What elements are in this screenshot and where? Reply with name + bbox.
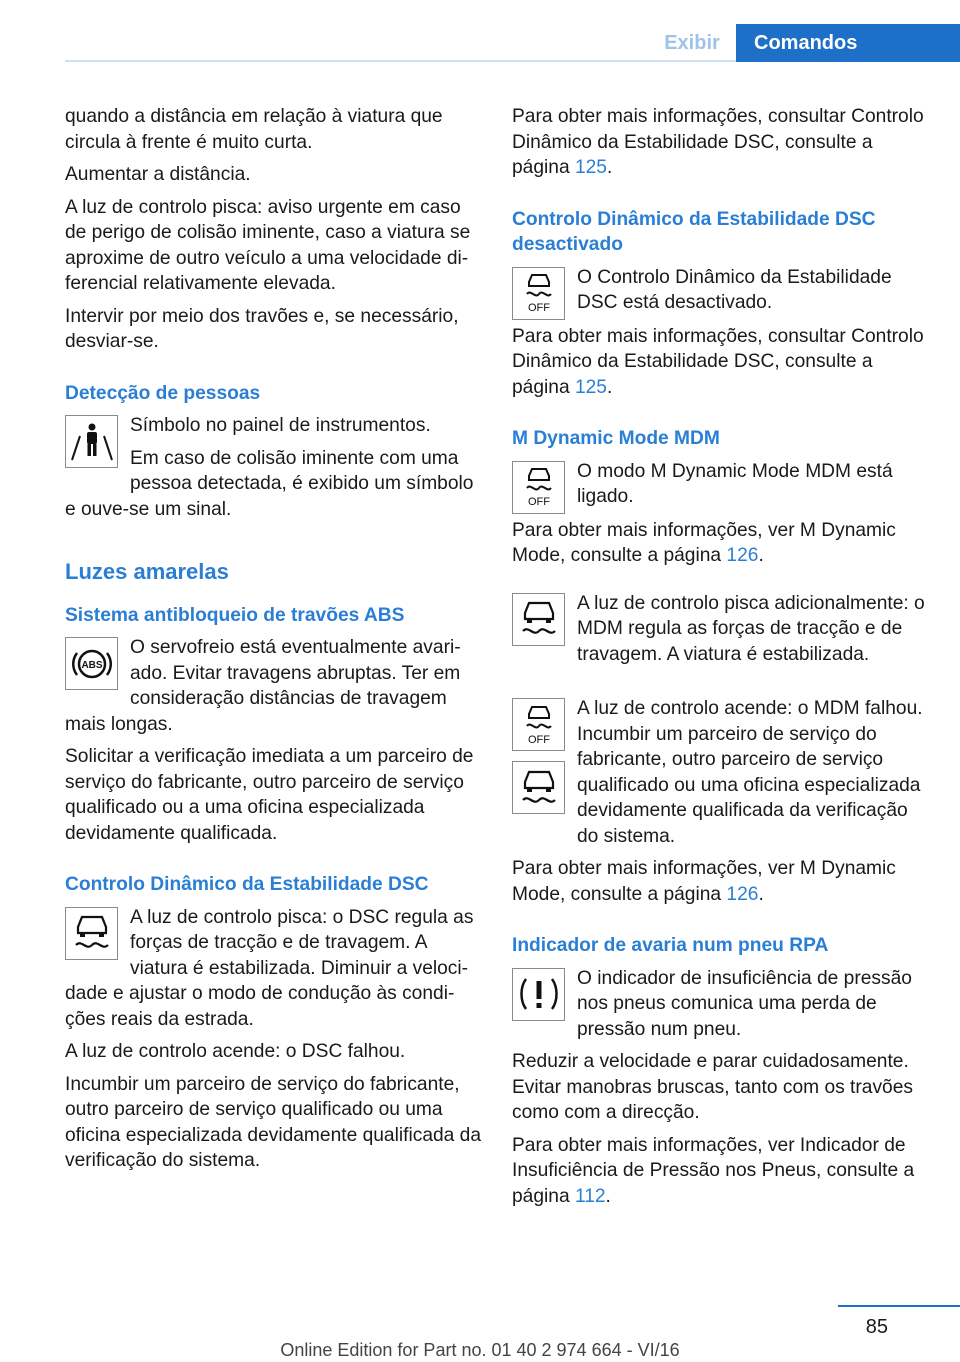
- paragraph: Incumbir um parceiro de serviço do fabricante, outro parceiro de serviço qualificado ou uma oficina especializada devidamente qualificada da verificação do sistema.: [65, 1073, 482, 1171]
- paragraph: Solicitar a verificação imediata a um parceiro de serviço do fabricante, outro parceiro de serviço qualificado ou a uma oficina especializada devidamente qualificada.: [65, 746, 474, 844]
- page-link[interactable]: 125: [574, 157, 607, 178]
- tire-pressure-warning-icon: [512, 968, 565, 1021]
- paragraph: A luz de controlo pisca: o DSC regula as forças de tracção e de travagem. A viatura é estabilizada. Diminuir a velocidade e ajustar o modo de condução às condições reais da estrada.: [65, 906, 474, 1030]
- icon-stack: [512, 698, 565, 824]
- mdm-fail-block: [512, 696, 930, 856]
- heading-dsc: Controlo Dinâmico da Estabilidade DSC: [65, 874, 429, 895]
- paragraph: O Controlo Dinâmico da Estabilidade DSC está desactivado.: [577, 266, 892, 313]
- paragraph: A luz de controlo acende: o MDM falhou. Incumbir um parceiro de serviço do fabricante, outro parceiro de serviço qualificado ou uma oficina especializada devidamente qualificada da verificação do sistema.: [577, 698, 923, 847]
- paragraph: O indicador de insuficiência de pressão nos pneus comunica uma perda de pressão num pneu.: [577, 967, 912, 1040]
- text: .: [605, 1185, 611, 1207]
- tab-comandos[interactable]: Comandos: [736, 24, 960, 62]
- page-number: 85: [865, 1316, 888, 1338]
- pedestrian-warning-icon: [65, 415, 118, 468]
- page-link[interactable]: 126: [726, 545, 759, 566]
- mdm-off-icon: [512, 698, 565, 751]
- paragraph: [512, 104, 930, 181]
- right-column: [512, 104, 930, 1216]
- text: .: [606, 376, 613, 398]
- pessoas-block: [65, 413, 483, 529]
- text: .: [758, 545, 764, 566]
- edition-footer: Online Edition for Part no. 01 40 2 974 664 - VI/16: [280, 1340, 680, 1360]
- heading-dsc-off: Controlo Dinâmico da Estabilidade DSC desactivado: [512, 208, 876, 255]
- footer-rule: [838, 1305, 960, 1307]
- rpa-block: [512, 966, 930, 1050]
- dsc-off-icon: [512, 267, 565, 320]
- mdm-flash-block: [512, 591, 930, 675]
- paragraph: [512, 324, 930, 401]
- text: Para obter mais informações, ver M Dynamic Mode, consulte a página: [512, 519, 896, 566]
- dsc-block: [65, 905, 483, 1040]
- abs-icon: [65, 637, 118, 690]
- off-label: OFF: [527, 733, 550, 746]
- off-label: OFF: [527, 302, 550, 314]
- paragraph: Aumentar a distância.: [65, 164, 251, 185]
- dsc-skid-icon: [512, 761, 565, 814]
- paragraph: A luz de controlo acende: o DSC falhou.: [65, 1041, 406, 1062]
- heading-abs: Sistema antibloqueio de travões ABS: [65, 604, 405, 626]
- text: Para obter mais informações, ver M Dynamic Mode, consulte a página: [512, 858, 896, 905]
- paragraph: O servofreio está eventualmente avariado. Evitar travagens abruptas. Ter em consideração distâncias de travagem mais longas.: [65, 637, 461, 735]
- text: .: [606, 157, 613, 178]
- text: Para obter mais informações, consultar Controlo Dinâmico da Estabilidade DSC, consulte a página: [512, 106, 924, 178]
- text: Para obter mais informações, ver Indicador de Insuficiência de Pressão nos Pneus, consulte a página: [512, 1134, 915, 1207]
- paragraph: [512, 856, 930, 907]
- left-column: [65, 104, 483, 1181]
- paragraph: A luz de controlo pisca adicionalmente: o MDM regula as forças de tracção e de travagem. A viatura é estabilizada.: [577, 592, 925, 665]
- off-label: OFF: [527, 496, 550, 508]
- mdm-off-icon: [512, 461, 565, 514]
- dsc-skid-icon: [65, 907, 118, 960]
- heading-mdm: M Dynamic Mode MDM: [512, 428, 720, 449]
- paragraph: Intervir por meio dos travões e, se necessário, desviar-se.: [65, 305, 459, 352]
- text: .: [758, 883, 764, 905]
- paragraph: Reduzir a velocidade e parar cuidadosamente. Evitar manobras bruscas, tanto com os travões como com a direcção.: [512, 1051, 913, 1123]
- abs-label: ABS: [80, 659, 103, 671]
- heading-rpa: Indicador de avaria num pneu RPA: [512, 935, 829, 956]
- text: Para obter mais informações, consultar Controlo Dinâmico da Estabilidade DSC, consulte a página: [512, 325, 924, 398]
- heading-deteccao-pessoas: Detecção de pessoas: [65, 382, 261, 404]
- paragraph: Em caso de colisão iminente com uma pessoa detectada, é exibido um símbolo e ouve-se um sinal.: [65, 447, 474, 520]
- paragraph: quando a distância em relação à viatura que circula à frente é muito curta.: [65, 106, 443, 153]
- paragraph: O modo M Dynamic Mode MDM está ligado.: [577, 460, 893, 507]
- dsc-off-block: [512, 265, 930, 324]
- paragraph: [512, 1133, 930, 1210]
- tab-exibir[interactable]: Exibir: [664, 32, 720, 54]
- page-link[interactable]: 126: [726, 883, 759, 905]
- dsc-skid-icon: [512, 593, 565, 646]
- mdm-block: [512, 459, 930, 518]
- paragraph: Símbolo no painel de instrumentos.: [130, 415, 431, 436]
- paragraph: [512, 518, 930, 569]
- heading-luzes-amarelas: Luzes amarelas: [65, 559, 229, 584]
- page-link[interactable]: 125: [574, 376, 607, 398]
- page-link[interactable]: 112: [574, 1185, 606, 1207]
- paragraph: A luz de controlo pisca: aviso urgente em caso de perigo de colisão iminente, caso a viatura se aproxime de outro veículo a uma velocidade diferencial relativamente elevada.: [65, 196, 471, 294]
- abs-block: [65, 635, 483, 744]
